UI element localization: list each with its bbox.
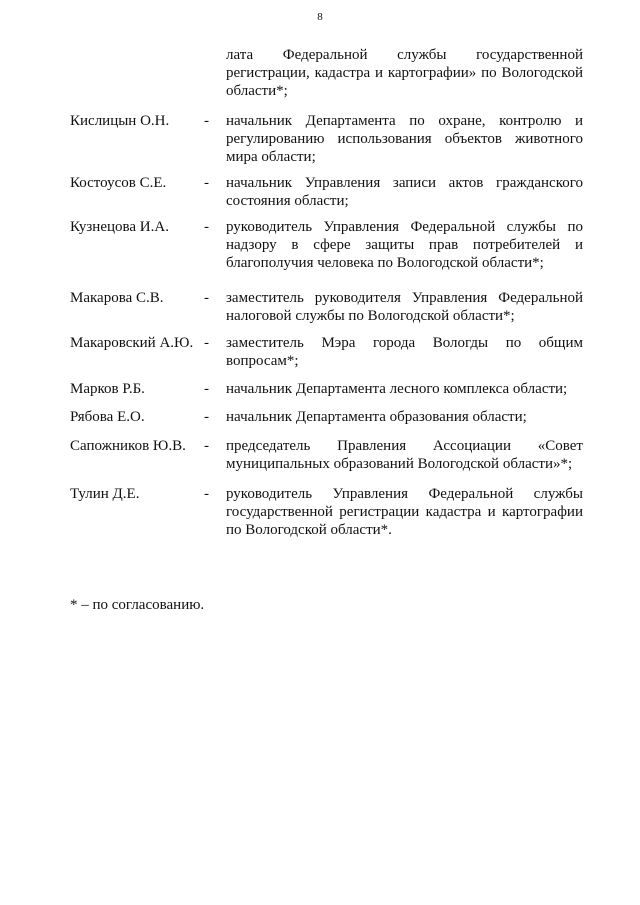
member-name: Костоусов С.Е. [70,175,167,191]
member-dash: - [204,438,209,454]
member-name: Марков Р.Б. [70,381,145,397]
member-dash: - [204,335,209,351]
member-role: руководитель Управления Федеральной службы по надзору в сфере защиты прав потребителей и благополучия человека по Вологодской области*; [226,219,583,271]
member-role: руководитель Управления Федеральной службы государственной регистрации кадастра и картографии по Вологодской области*. [226,486,583,538]
footnote: * – по согласованию. [70,597,205,613]
member-role: заместитель Мэра города Вологды по общим вопросам*; [226,335,583,369]
member-entry [0,485,640,545]
member-dash: - [204,381,209,397]
member-dash: - [204,219,209,235]
page-number: 8 [317,11,323,23]
member-name: Макарова С.В. [70,290,164,306]
member-role: начальник Управления записи актов гражданского состояния области; [226,175,583,209]
continuation-text: лата Федеральной службы государственной регистрации, кадастра и картографии» по Вологодской области*; [226,47,583,99]
member-dash: - [204,486,209,502]
member-name: Кислицын О.Н. [70,113,170,129]
member-name: Сапожников Ю.В. [70,438,186,454]
member-name: Макаровский А.Ю. [70,335,194,351]
member-name: Рябова Е.О. [70,409,145,425]
member-name: Тулин Д.Е. [70,486,140,502]
member-role: заместитель руководителя Управления Федеральной налоговой службы по Вологодской области*; [226,290,583,324]
member-name: Кузнецова И.А. [70,219,169,235]
member-entry [0,112,640,172]
member-dash: - [204,290,209,306]
member-dash: - [204,113,209,129]
member-role: начальник Департамента образования области; [226,409,527,425]
member-dash: - [204,175,209,191]
member-entry [0,218,640,278]
member-dash: - [204,409,209,425]
member-role: начальник Департамента лесного комплекса области; [226,381,568,397]
member-role: председатель Правления Ассоциации «Совет муниципальных образований Вологодской области»*; [226,438,583,472]
member-role: начальник Департамента по охране, контролю и регулированию использования объектов животного мира области; [226,113,583,165]
